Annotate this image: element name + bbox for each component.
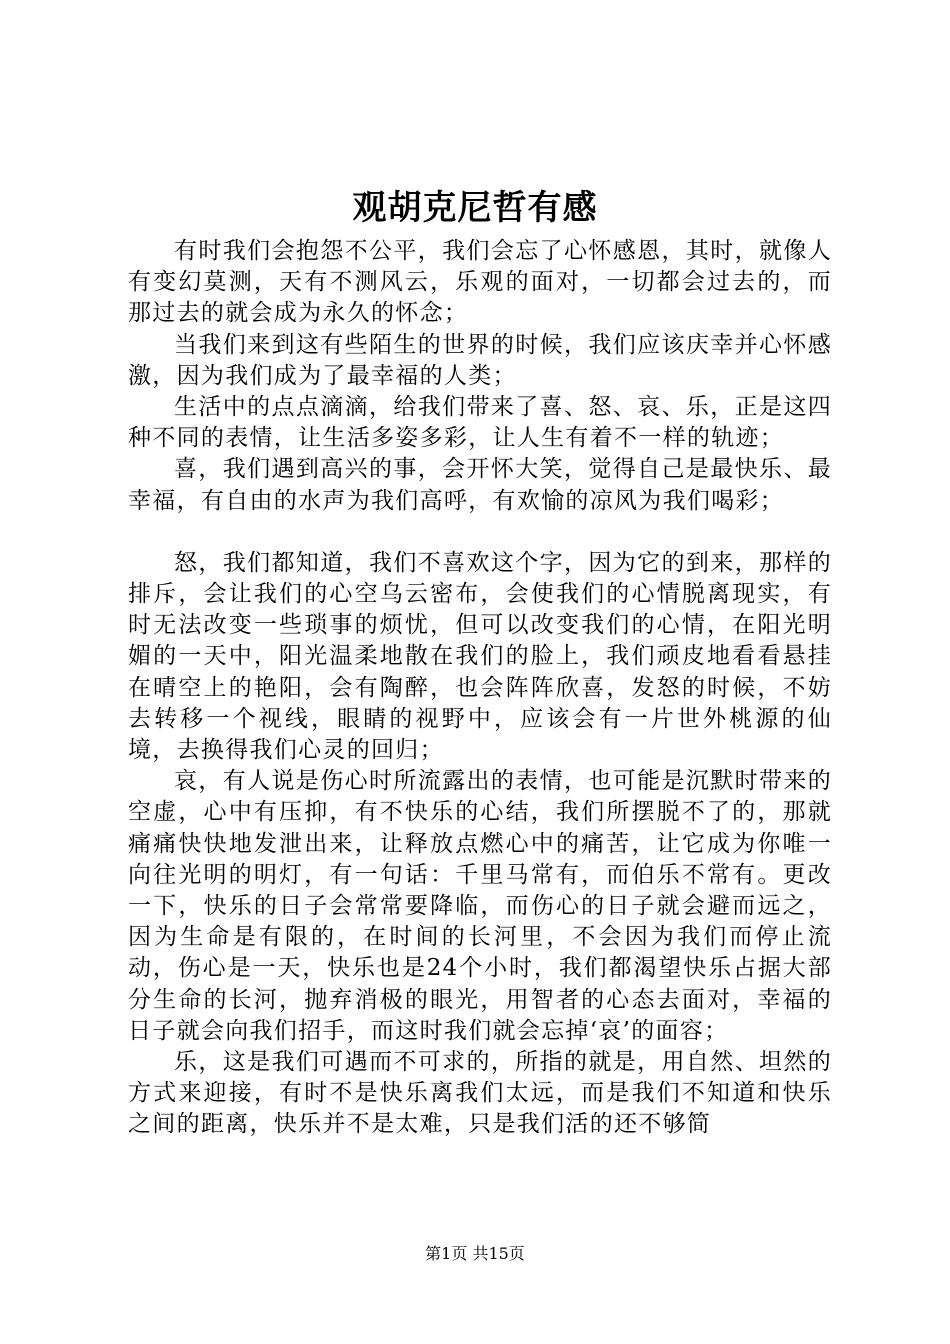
paragraph: 当我们来到这有些陌生的世界的时候，我们应该庆幸并心怀感激，因为我们成为了最幸福的人类； — [128, 331, 832, 389]
document-body — [128, 236, 832, 1141]
paragraph: 乐，这是我们可遇而不可求的，所指的就是，用自然、坦然的方式来迎接，有时不是快乐离我们太远，而是我们不知道和快乐之间的距离，快乐并不是太难，只是我们活的还不够简 — [128, 1049, 832, 1138]
paragraph: 生活中的点点滴滴，给我们带来了喜、怒、哀、乐，正是这四种不同的表情，让生活多姿多彩，让人生有着不一样的轨迹； — [128, 394, 832, 452]
paragraph: 有时我们会抱怨不公平，我们会忘了心怀感恩，其时，就像人有变幻莫测，天有不测风云，乐观的面对，一切都会过去的，而那过去的就会成为永久的怀念； — [128, 238, 832, 327]
paragraph: 怒，我们都知道，我们不喜欢这个字，因为它的到来，那样的排斥，会让我们的心空乌云密布，会使我们的心情脱离现实，有时无法改变一些琐事的烦忧，但可以改变我们的心情，在阳光明媚的一天中，阳光温柔地散在我们的脸上，我们顽皮地看看悬挂在晴空上的艳阳，会有陶醉，也会阵阵欣喜，发怒的时候，不妨去转移一个视线，眼睛的视野中，应该会有一片世外桃源的仙境，去换得我们心灵的回归； — [128, 549, 832, 764]
paragraph: 哀，有人说是伤心时所流露出的表情，也可能是沉默时带来的空虚，心中有压抑，有不快乐的心结，我们所摆脱不了的，那就痛痛快快地发泄出来，让释放点燃心中的痛苦，让它成为你唯一向往光明的明灯，有一句话：千里马常有，而伯乐不常有。更改一下，快乐的日子会常常要降临，而伤心的日子就会避而远之，因为生命是有限的，在时间的长河里，不会因为我们而停止流动，伤心是一天，快乐也是24个小时，我们都渴望快乐占据大部分生命的长河，抛弃消极的眼光，用智者的心态去面对，幸福的日子就会向我们招手，而这时我们就会忘掉‘哀’的面容； — [128, 768, 832, 1044]
page-number-footer: 第1页 共15页 — [425, 1244, 525, 1263]
paragraph: 喜，我们遇到高兴的事，会开怀大笑，觉得自己是最快乐、最幸福，有自由的水声为我们高呼，有欢愉的凉风为我们喝彩； — [128, 456, 832, 514]
document-title: 观胡克尼哲有感 — [352, 188, 598, 228]
